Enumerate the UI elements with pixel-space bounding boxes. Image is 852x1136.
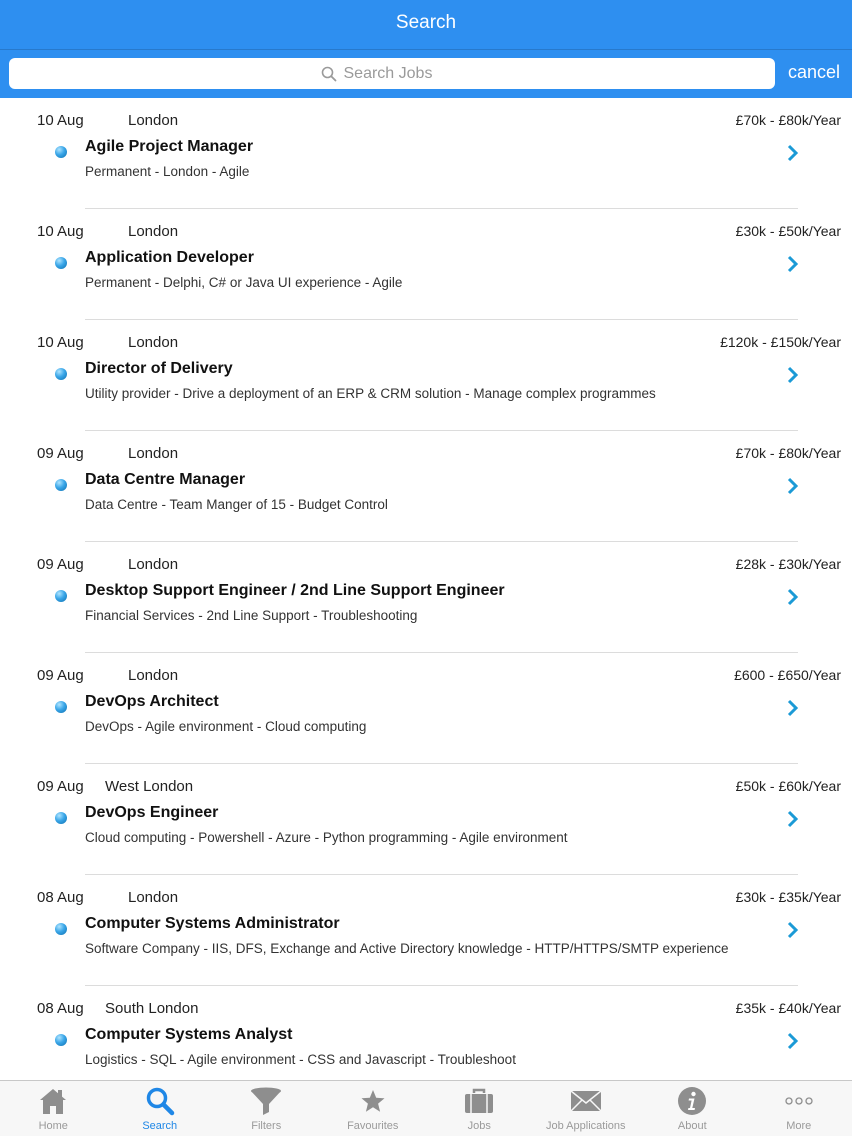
star-icon — [356, 1084, 390, 1118]
job-row[interactable] — [0, 209, 852, 320]
chevron-right-icon[interactable] — [786, 365, 800, 385]
envelope-icon — [569, 1084, 603, 1118]
job-title: Agile Project Manager — [85, 138, 254, 155]
job-location: London — [128, 112, 179, 129]
job-bullet-icon — [55, 590, 67, 602]
filter-icon — [249, 1084, 283, 1118]
job-title: Computer Systems Analyst — [85, 1026, 293, 1043]
job-salary: £600 - £650/Year — [734, 667, 841, 683]
job-date: 10 Aug — [37, 112, 84, 129]
job-location: London — [128, 556, 179, 573]
job-location: West London — [105, 778, 194, 795]
job-title: Data Centre Manager — [85, 471, 246, 488]
tab-home[interactable] — [0, 1081, 107, 1136]
tab-more[interactable] — [746, 1081, 852, 1136]
job-description: Permanent - Delphi, C# or Java UI experience - Agile — [85, 275, 403, 290]
chevron-right-icon[interactable] — [786, 476, 800, 496]
job-date: 08 Aug — [37, 1000, 84, 1017]
chevron-right-icon[interactable] — [786, 254, 800, 274]
job-row[interactable] — [0, 431, 852, 542]
tab-about[interactable] — [639, 1081, 746, 1136]
search-bar[interactable] — [9, 58, 775, 89]
job-description: Cloud computing - Powershell - Azure - Python programming - Agile environment — [85, 830, 568, 845]
job-location: London — [128, 889, 179, 906]
tab-job-applications[interactable] — [533, 1081, 640, 1136]
job-row[interactable] — [0, 764, 852, 875]
job-date: 10 Aug — [37, 223, 84, 240]
job-bullet-icon — [55, 257, 67, 269]
tab-favourites[interactable] — [320, 1081, 427, 1136]
job-date: 09 Aug — [37, 556, 84, 573]
job-location: London — [128, 445, 179, 462]
job-bullet-icon — [55, 701, 67, 713]
job-date: 08 Aug — [37, 889, 84, 906]
job-row[interactable] — [0, 875, 852, 986]
job-description: DevOps - Agile environment - Cloud computing — [85, 719, 367, 734]
job-salary: £28k - £30k/Year — [735, 556, 841, 572]
job-description: Data Centre - Team Manger of 15 - Budget Control — [85, 497, 388, 512]
job-date: 09 Aug — [37, 667, 84, 684]
navbar-divider — [0, 49, 852, 50]
job-salary: £70k - £80k/Year — [735, 112, 841, 128]
chevron-right-icon[interactable] — [786, 1031, 800, 1051]
job-location: South London — [105, 1000, 199, 1017]
chevron-right-icon[interactable] — [786, 809, 800, 829]
job-description: Logistics - SQL - Agile environment - CSS and Javascript - Troubleshoot — [85, 1052, 516, 1067]
chevron-right-icon[interactable] — [786, 143, 800, 163]
job-bullet-icon — [55, 812, 67, 824]
tab-label: More — [786, 1120, 812, 1132]
search-icon — [143, 1084, 177, 1118]
job-bullet-icon — [55, 923, 67, 935]
tab-label: Favourites — [347, 1120, 399, 1132]
job-description: Financial Services - 2nd Line Support - Troubleshooting — [85, 608, 418, 623]
job-location: London — [128, 667, 179, 684]
job-description: Software Company - IIS, DFS, Exchange and Active Directory knowledge - HTTP/HTTPS/SMTP experience — [85, 941, 729, 956]
tab-jobs[interactable] — [426, 1081, 533, 1136]
tab-label: Home — [38, 1120, 68, 1132]
more-icon — [782, 1084, 816, 1118]
job-description: Utility provider - Drive a deployment of an ERP & CRM solution - Manage complex programmes — [85, 386, 656, 401]
page-title: Search — [395, 12, 457, 33]
search-icon — [321, 66, 337, 82]
chevron-right-icon[interactable] — [786, 920, 800, 940]
home-icon — [36, 1084, 70, 1118]
tab-label: About — [677, 1120, 707, 1132]
tab-label: Job Applications — [546, 1120, 626, 1132]
job-title: DevOps Engineer — [85, 804, 219, 821]
job-row[interactable] — [0, 98, 852, 209]
job-salary: £30k - £50k/Year — [735, 223, 841, 239]
job-list[interactable] — [0, 98, 852, 1080]
job-date: 09 Aug — [37, 445, 84, 462]
tab-filters[interactable] — [213, 1081, 320, 1136]
job-title: DevOps Architect — [85, 693, 219, 710]
job-row[interactable] — [0, 320, 852, 431]
job-salary: £70k - £80k/Year — [735, 445, 841, 461]
tab-label: Filters — [251, 1120, 282, 1132]
job-salary: £50k - £60k/Year — [735, 778, 841, 794]
navigation-bar — [0, 0, 852, 98]
job-bullet-icon — [55, 368, 67, 380]
search-input[interactable] — [344, 65, 464, 83]
tab-label: Search — [142, 1120, 178, 1132]
job-date: 09 Aug — [37, 778, 84, 795]
job-location: London — [128, 223, 179, 240]
job-title: Director of Delivery — [85, 360, 233, 377]
chevron-right-icon[interactable] — [786, 698, 800, 718]
info-icon — [675, 1084, 709, 1118]
job-salary: £120k - £150k/Year — [720, 334, 841, 350]
tab-search[interactable] — [107, 1081, 214, 1136]
briefcase-icon — [462, 1084, 496, 1118]
job-title: Desktop Support Engineer / 2nd Line Support Engineer — [85, 582, 505, 599]
job-row[interactable] — [0, 986, 852, 1080]
job-bullet-icon — [55, 1034, 67, 1046]
job-title: Application Developer — [85, 249, 254, 266]
tab-bar — [0, 1080, 852, 1136]
tab-label: Jobs — [467, 1120, 491, 1132]
job-row[interactable] — [0, 542, 852, 653]
chevron-right-icon[interactable] — [786, 587, 800, 607]
job-location: London — [128, 334, 179, 351]
job-salary: £30k - £35k/Year — [735, 889, 841, 905]
job-title: Computer Systems Administrator — [85, 915, 340, 932]
cancel-button[interactable]: cancel — [788, 62, 841, 82]
job-salary: £35k - £40k/Year — [735, 1000, 841, 1016]
job-bullet-icon — [55, 146, 67, 158]
job-row[interactable] — [0, 653, 852, 764]
job-bullet-icon — [55, 479, 67, 491]
job-description: Permanent - London - Agile — [85, 164, 250, 179]
job-date: 10 Aug — [37, 334, 84, 351]
